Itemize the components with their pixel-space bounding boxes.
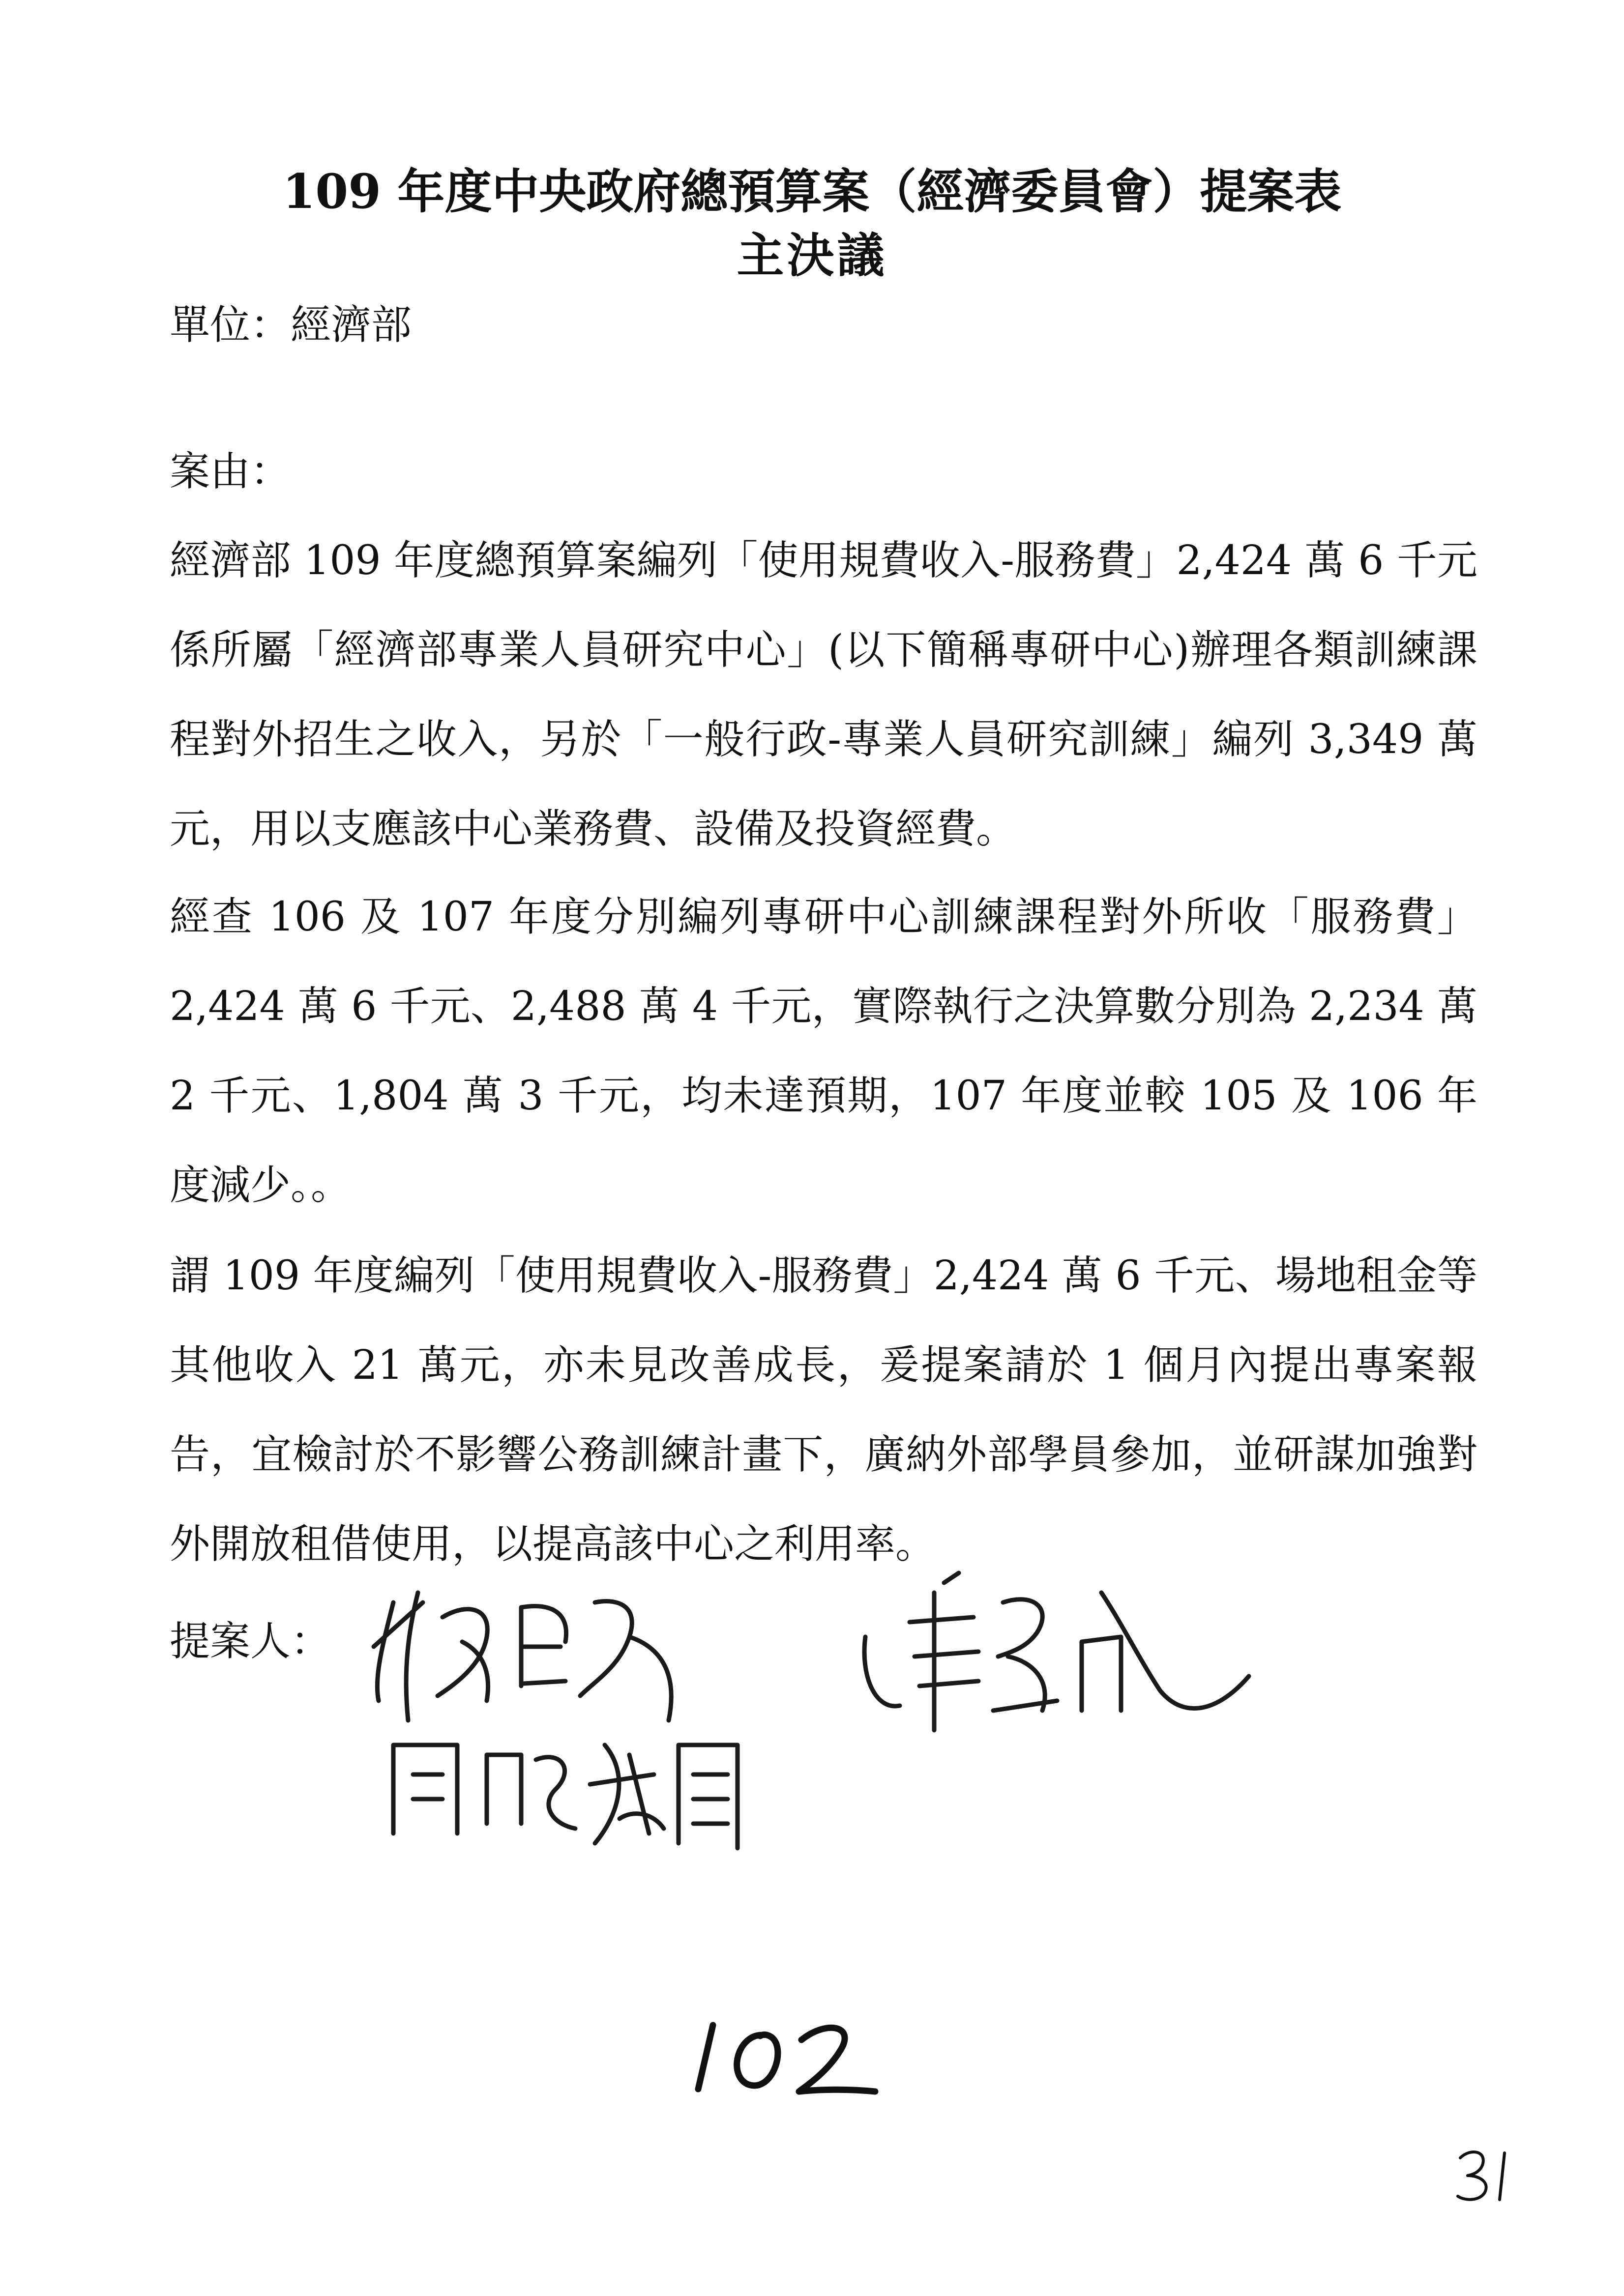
- document-title: 109 年度中央政府總預算案（經濟委員會）提案表: [282, 164, 1342, 219]
- signature-3: [846, 1563, 1269, 1760]
- handwritten-number: [674, 2005, 890, 2109]
- unit-line: 單位：經濟部: [170, 302, 412, 349]
- signature-1: [364, 1573, 738, 1735]
- proposer-label: 提案人：: [170, 1618, 331, 1665]
- page-number: [1450, 2143, 1529, 2207]
- signature-2: [374, 1715, 757, 1863]
- case-paragraph-3: 謂 109 年度編列「使用規費收入-服務費」2,424 萬 6 千元、場地租金等其他收入 21 萬元，亦未見改善成長，爰提案請於 1 個月內提出專案報告，宜檢討於不影響公務訓練計畫下，廣納外部學員參加，並研謀加強對外開放租借使用，以提高該中心之利用率。: [170, 1252, 1477, 1568]
- case-paragraph-2: 經查 106 及 107 年度分別編列專研中心訓練課程對外所收「服務費」2,424 萬 6 千元、2,488 萬 4 千元，實際執行之決算數分別為 2,234 萬 2 千元、1,804 萬 3 千元，均未達預期，107 年度並較 105 及 106 年度減少。。: [170, 894, 1477, 1209]
- case-label: 案由：: [170, 448, 291, 495]
- document-subtitle: 主決議: [737, 228, 887, 283]
- case-paragraph-1: 經濟部 109 年度總預算案編列「使用規費收入-服務費」2,424 萬 6 千元係所屬「經濟部專業人員研究中心」(以下簡稱專研中心)辦理各類訓練課程對外招生之收入，另於「一般行政-專業人員研究訓練」編列 3,349 萬元，用以支應該中心業務費、設備及投資經費。: [170, 537, 1477, 852]
